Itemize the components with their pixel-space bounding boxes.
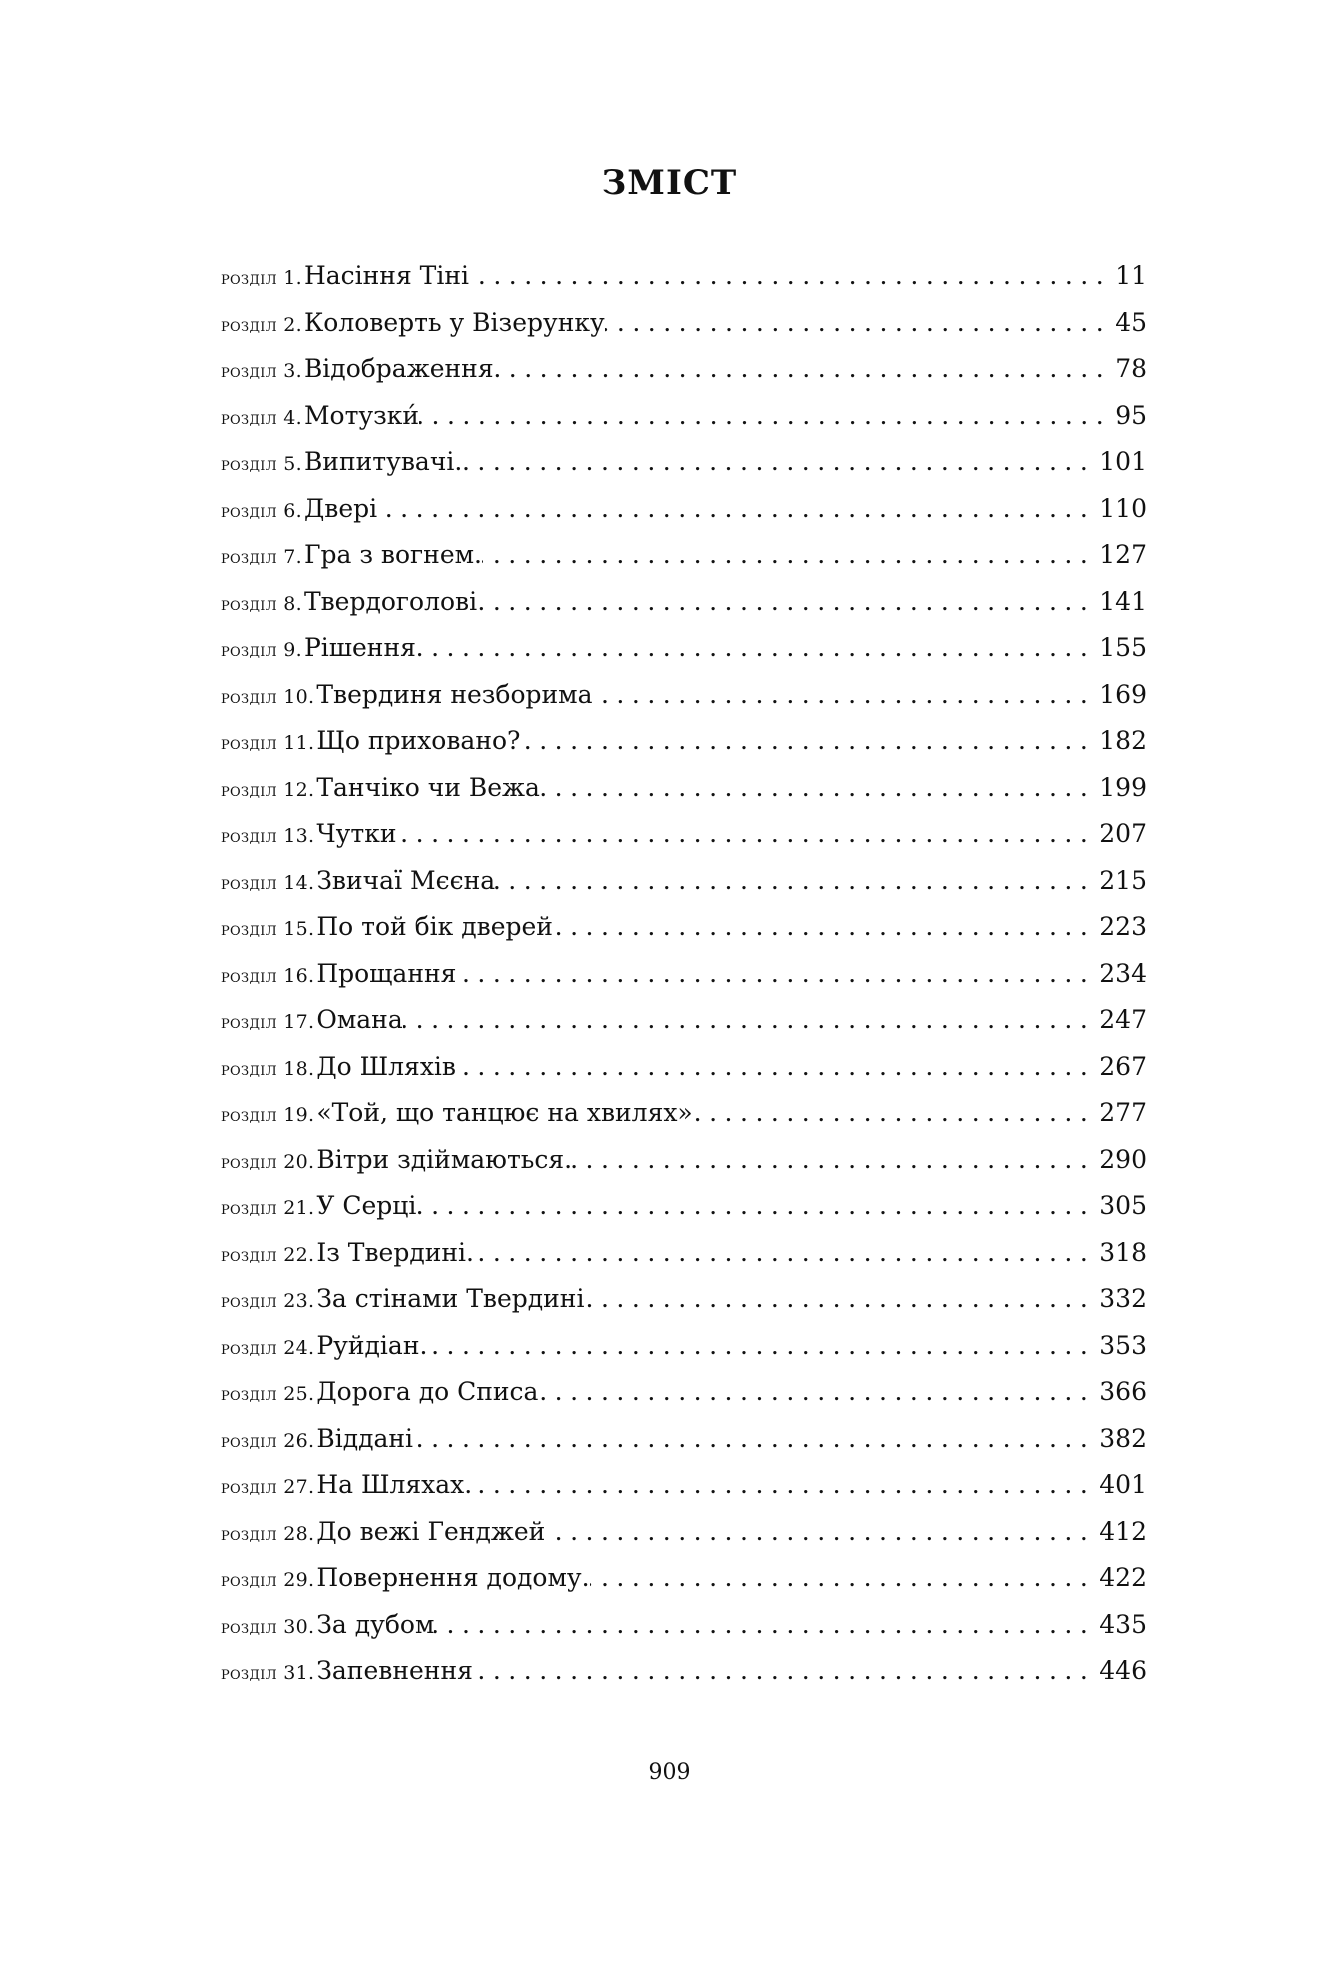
chapter-word: розділ — [221, 1662, 277, 1684]
dot-leader — [472, 1462, 1099, 1509]
chapter-number — [221, 720, 314, 767]
chapter-title: Вітри здіймаються. — [316, 1144, 573, 1174]
chapter-number — [221, 627, 302, 674]
chapter-index: 25. — [283, 1383, 315, 1405]
chapter-page-number: 353 — [1099, 1330, 1147, 1360]
chapter-word: розділ — [221, 406, 277, 429]
chapter-word: розділ — [221, 1615, 277, 1638]
chapter-title: Чутки — [316, 819, 397, 848]
chapter-index: 11. — [283, 732, 315, 754]
chapter-page-number: 401 — [1099, 1470, 1147, 1499]
toc-entry-24[interactable] — [221, 1323, 1147, 1370]
dot-leader — [590, 1555, 1100, 1602]
chapter-title: «Той, що танцює на хвилях» — [316, 1098, 693, 1127]
toc-entry-2[interactable] — [221, 300, 1147, 347]
dot-leader — [456, 951, 1099, 998]
chapter-page-number: 382 — [1099, 1423, 1147, 1453]
chapter-word: розділ — [221, 1569, 277, 1591]
chapter-title: У Серці — [316, 1191, 417, 1220]
chapter-title: Звичаї Мєєна — [316, 865, 496, 895]
chapter-page-number: 78 — [1115, 354, 1147, 383]
chapter-title: Коловерть у Візерунку — [303, 307, 605, 337]
chapter-title: Дорога до Списа — [316, 1377, 539, 1406]
chapter-index: 2. — [283, 313, 302, 336]
chapter-page-number: 318 — [1099, 1237, 1147, 1267]
toc-entry-3[interactable] — [221, 346, 1147, 393]
toc-entry-30[interactable] — [221, 1602, 1147, 1649]
page-number: 909 — [648, 1760, 691, 1785]
chapter-page-number: 435 — [1099, 1609, 1147, 1639]
toc-entry-6[interactable] — [221, 486, 1147, 533]
chapter-title: Прощання — [316, 958, 457, 988]
chapter-page-number: 169 — [1099, 679, 1147, 709]
chapter-index: 10. — [283, 685, 315, 708]
chapter-word: розділ — [221, 964, 277, 987]
chapter-page-number: 247 — [1099, 1005, 1147, 1034]
toc-entry-17[interactable] — [221, 997, 1147, 1044]
dot-leader — [456, 1044, 1099, 1091]
chapter-page-number: 366 — [1099, 1377, 1147, 1406]
chapter-page-number: 155 — [1099, 633, 1147, 662]
chapter-word: розділ — [221, 778, 277, 801]
chapter-index: 14. — [283, 871, 315, 894]
chapter-word: розділ — [221, 313, 277, 336]
toc-entry-7[interactable] — [221, 532, 1147, 579]
toc-entry-15[interactable] — [221, 904, 1147, 951]
chapter-page-number: 223 — [1099, 912, 1147, 941]
toc-entry-25[interactable] — [221, 1369, 1147, 1416]
chapter-index: 6. — [283, 499, 302, 522]
toc-entry-19[interactable] — [221, 1090, 1147, 1137]
chapter-number — [221, 999, 314, 1046]
chapter-word: розділ — [221, 1476, 277, 1498]
chapter-number — [221, 1325, 314, 1372]
chapter-word: розділ — [221, 546, 277, 568]
toc-entry-8[interactable] — [221, 579, 1147, 626]
chapter-number — [221, 1511, 314, 1558]
chapter-index: 15. — [283, 918, 315, 940]
toc-entry-21[interactable] — [221, 1183, 1147, 1230]
chapter-index: 28. — [283, 1522, 315, 1545]
chapter-number — [221, 953, 314, 1000]
chapter-page-number: 446 — [1099, 1656, 1147, 1685]
toc-entry-23[interactable] — [221, 1276, 1147, 1323]
page-title: ЗМІСТ — [601, 163, 738, 203]
chapter-title: Запевнення — [316, 1656, 473, 1685]
chapter-word: розділ — [221, 592, 277, 615]
chapter-index: 20. — [283, 1150, 315, 1173]
chapter-page-number: 182 — [1099, 726, 1147, 755]
chapter-word: розділ — [221, 1383, 277, 1405]
dot-leader — [377, 486, 1099, 533]
dot-leader — [462, 439, 1099, 486]
dot-leader — [473, 1648, 1099, 1695]
chapter-word: розділ — [221, 267, 277, 289]
chapter-number — [221, 1557, 314, 1604]
chapter-number — [221, 1092, 314, 1139]
dot-leader — [419, 393, 1115, 440]
chapter-index: 24. — [283, 1336, 315, 1359]
chapter-number — [221, 1371, 314, 1418]
chapter-title: За стінами Твердині — [316, 1284, 585, 1313]
chapter-index: 21. — [283, 1197, 315, 1219]
chapter-index: 29. — [283, 1569, 315, 1591]
toc-entry-5[interactable] — [221, 439, 1147, 486]
chapter-title: Мотузки́ — [303, 400, 420, 430]
toc-entry-14[interactable] — [221, 858, 1147, 905]
dot-leader — [474, 1230, 1099, 1277]
toc-entry-29[interactable] — [221, 1555, 1147, 1602]
chapter-word: розділ — [221, 1150, 277, 1173]
chapter-title: Відображення — [303, 354, 494, 383]
chapter-number — [221, 906, 314, 953]
dot-leader — [538, 1369, 1099, 1416]
toc-entry-10[interactable] — [221, 672, 1147, 719]
chapter-word: розділ — [221, 732, 277, 754]
dot-leader — [520, 718, 1099, 765]
chapter-title: Двері — [303, 493, 378, 523]
chapter-index: 22. — [283, 1243, 315, 1266]
dot-leader — [477, 579, 1099, 626]
chapter-page-number: 267 — [1099, 1051, 1147, 1081]
chapter-title: Що приховано? — [316, 726, 521, 755]
toc-entry-11[interactable] — [221, 718, 1147, 765]
chapter-page-number: 45 — [1115, 307, 1147, 337]
chapter-word: розділ — [221, 825, 277, 847]
chapter-index: 3. — [283, 360, 302, 382]
chapter-title: Із Твердині. — [316, 1237, 474, 1267]
chapter-word: розділ — [221, 871, 277, 894]
dot-leader — [495, 858, 1099, 905]
chapter-word: розділ — [221, 639, 277, 661]
chapter-number — [221, 674, 314, 721]
toc-entry-18[interactable] — [221, 1044, 1147, 1091]
chapter-number — [221, 395, 302, 442]
chapter-word: розділ — [221, 1290, 277, 1312]
chapter-title: Гра з вогнем. — [303, 540, 483, 569]
chapter-index: 1. — [283, 267, 302, 289]
dot-leader — [572, 1137, 1099, 1184]
chapter-number — [221, 1185, 314, 1232]
chapter-title: Танчіко чи Вежа — [316, 772, 540, 802]
chapter-page-number: 412 — [1099, 1516, 1147, 1546]
toc-entry-12[interactable] — [221, 765, 1147, 812]
chapter-index: 18. — [283, 1057, 315, 1080]
dot-leader — [403, 997, 1100, 1044]
chapter-word: розділ — [221, 1104, 277, 1126]
chapter-page-number: 199 — [1099, 772, 1147, 802]
chapter-word: розділ — [221, 453, 277, 475]
chapter-number — [221, 1278, 314, 1325]
chapter-number — [221, 1650, 314, 1697]
chapter-page-number: 207 — [1099, 819, 1147, 848]
chapter-title: До Шляхів — [316, 1051, 457, 1081]
chapter-number — [221, 860, 314, 907]
chapter-title: За дубом — [316, 1609, 435, 1639]
chapter-number — [221, 767, 314, 814]
chapter-index: 5. — [283, 453, 302, 475]
chapter-number — [221, 255, 302, 302]
chapter-page-number: 141 — [1099, 586, 1147, 616]
dot-leader — [605, 300, 1115, 347]
dot-leader — [540, 765, 1099, 812]
chapter-number — [221, 1604, 314, 1651]
chapter-title: Насіння Тіні — [303, 261, 470, 290]
chapter-number — [221, 1464, 314, 1511]
chapter-page-number: 422 — [1099, 1563, 1147, 1592]
chapter-page-number: 332 — [1099, 1284, 1147, 1313]
chapter-word: розділ — [221, 1522, 277, 1545]
chapter-index: 31. — [283, 1662, 315, 1684]
chapter-page-number: 110 — [1099, 493, 1147, 523]
chapter-index: 8. — [283, 592, 302, 615]
toc-entry-1[interactable] — [221, 253, 1147, 300]
chapter-page-number: 101 — [1099, 447, 1147, 476]
chapter-number — [221, 1139, 314, 1186]
chapter-number — [221, 813, 314, 860]
dot-leader — [413, 1416, 1099, 1463]
dot-leader — [693, 1090, 1100, 1137]
toc-entry-28[interactable] — [221, 1509, 1147, 1556]
chapter-number — [221, 534, 302, 581]
chapter-word: розділ — [221, 1011, 277, 1033]
dot-leader — [427, 1323, 1099, 1370]
dot-leader — [494, 346, 1116, 393]
chapter-index: 27. — [283, 1476, 315, 1498]
dot-leader — [482, 532, 1099, 579]
chapter-title: Рішення — [303, 633, 416, 662]
chapter-title: Твердоголові — [303, 586, 478, 616]
chapter-word: розділ — [221, 1057, 277, 1080]
chapter-index: 23. — [283, 1290, 315, 1312]
chapter-title: Руйдіан. — [316, 1330, 428, 1360]
toc-entry-22[interactable] — [221, 1230, 1147, 1277]
toc-entry-13[interactable] — [221, 811, 1147, 858]
chapter-number — [221, 441, 302, 488]
chapter-page-number: 290 — [1099, 1144, 1147, 1174]
dot-leader — [469, 253, 1115, 300]
chapter-title: Повернення додому. — [316, 1563, 590, 1592]
dot-leader — [545, 1509, 1099, 1556]
chapter-word: розділ — [221, 918, 277, 940]
dot-leader — [416, 1183, 1099, 1230]
table-of-contents — [221, 253, 1147, 1695]
chapter-title: На Шляхах. — [316, 1470, 473, 1499]
toc-entry-31[interactable] — [221, 1648, 1147, 1695]
chapter-index: 9. — [283, 639, 302, 661]
chapter-number — [221, 1418, 314, 1465]
chapter-word: розділ — [221, 685, 277, 708]
chapter-index: 4. — [283, 406, 302, 429]
toc-entry-20[interactable] — [221, 1137, 1147, 1184]
toc-entry-4[interactable] — [221, 393, 1147, 440]
chapter-page-number: 215 — [1099, 865, 1147, 895]
chapter-title: До вежі Генджей — [316, 1516, 546, 1546]
chapter-number — [221, 348, 302, 395]
toc-entry-27[interactable] — [221, 1462, 1147, 1509]
chapter-page-number: 277 — [1099, 1098, 1147, 1127]
toc-entry-9[interactable] — [221, 625, 1147, 672]
chapter-number — [221, 488, 302, 535]
chapter-word: розділ — [221, 499, 277, 522]
chapter-page-number: 305 — [1099, 1191, 1147, 1220]
chapter-index: 7. — [283, 546, 302, 568]
chapter-index: 13. — [283, 825, 315, 847]
chapter-index: 26. — [283, 1429, 315, 1452]
chapter-word: розділ — [221, 1336, 277, 1359]
chapter-title: Віддані — [316, 1423, 414, 1453]
chapter-page-number: 234 — [1099, 958, 1147, 988]
chapter-index: 16. — [283, 964, 315, 987]
chapter-title: Твердиня незборима — [316, 679, 593, 709]
chapter-index: 30. — [283, 1615, 315, 1638]
chapter-number — [221, 1232, 314, 1279]
chapter-title: По той бік дверей — [316, 912, 553, 941]
chapter-number — [221, 302, 302, 349]
dot-leader — [593, 672, 1100, 719]
dot-leader — [584, 1276, 1099, 1323]
chapter-page-number: 95 — [1115, 400, 1147, 430]
chapter-index: 19. — [283, 1104, 315, 1126]
chapter-word: розділ — [221, 360, 277, 382]
chapter-number — [221, 581, 302, 628]
dot-leader — [416, 625, 1099, 672]
toc-entry-16[interactable] — [221, 951, 1147, 998]
chapter-index: 17. — [283, 1011, 315, 1033]
chapter-index: 12. — [283, 778, 315, 801]
chapter-page-number: 127 — [1099, 540, 1147, 569]
dot-leader — [396, 811, 1099, 858]
chapter-word: розділ — [221, 1429, 277, 1452]
dot-leader — [434, 1602, 1099, 1649]
chapter-word: розділ — [221, 1243, 277, 1266]
chapter-page-number: 11 — [1115, 261, 1147, 290]
chapter-word: розділ — [221, 1197, 277, 1219]
dot-leader — [553, 904, 1099, 951]
chapter-title: Випитувачі. — [303, 447, 463, 476]
chapter-title: Омана — [316, 1005, 403, 1034]
toc-entry-26[interactable] — [221, 1416, 1147, 1463]
chapter-number — [221, 1046, 314, 1093]
